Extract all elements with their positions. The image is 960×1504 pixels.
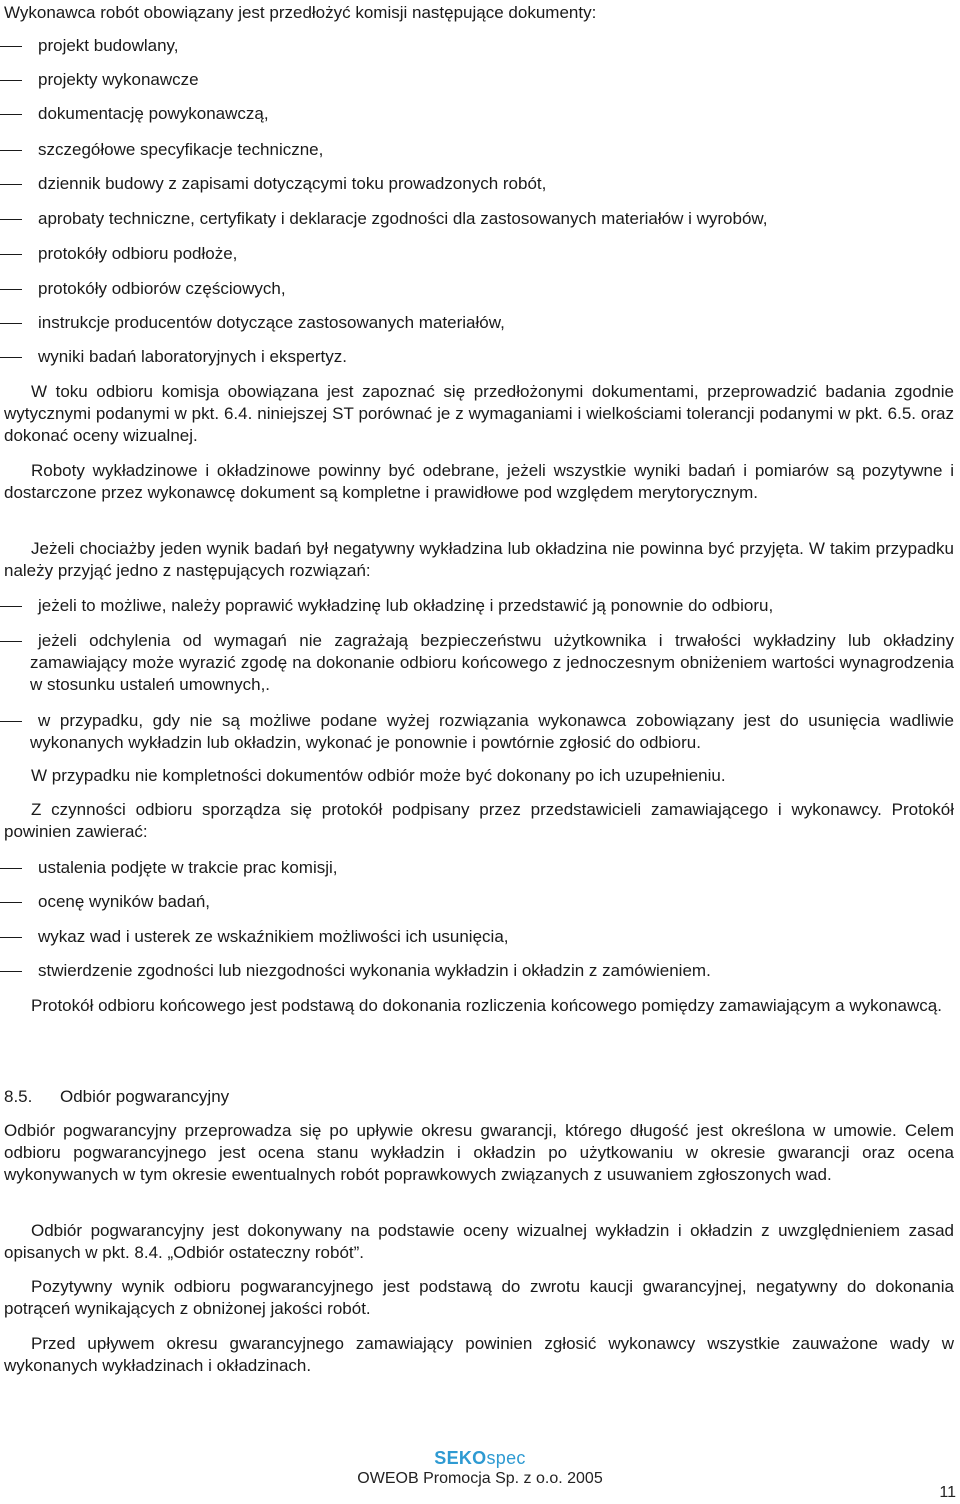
- section-title: Odbiór pogwarancyjny: [60, 1087, 230, 1106]
- list-item: jeżeli odchylenia od wymagań nie zagrażają bezpieczeństwu użytkownika i trwałości wykładziny lub okładziny zamawiający może wyrazić zgodę na dokonanie odbioru końcowego z jednoczesnym obniżeniem wartości wynagrodzenia w stosunku ustaleń umownych,.: [0, 630, 954, 696]
- paragraph-commission: W toku odbioru komisja obowiązana jest zapoznać się przedłożonymi dokumentami, przeprowadzić badania zgodnie wytycznymi podanymi w pkt. 6.4. niniejszej ST porównać je z wymaganiami i wielkościami tolerancji podanymi w pkt. 6.5. oraz dokonać oceny wizualnej.: [4, 382, 954, 445]
- dash-bullet: [0, 80, 22, 81]
- paragraph-warranty-4: Przed upływem okresu gwarancyjnego zamawiający powinien zgłosić wykonawcy wszystkie zauważone wady w wykonanych wykładzinach i okładzinach.: [4, 1334, 954, 1375]
- dash-bullet: [0, 46, 22, 47]
- paragraph-warranty-3: Pozytywny wynik odbioru pogwarancyjnego jest podstawą do zwrotu kaucji gwarancyjnej, negatywny do dokonania potrąceń wynikających z obniżonej jakości robót.: [4, 1277, 954, 1318]
- paragraph-accepted: Roboty wykładzinowe i okładzinowe powinny być odebrane, jeżeli wszystkie wyniki badań i pomiarów są pozytywne i dostarczone przez wykonawcę dokument są kompletne i prawidłowe pod względem merytorycznym.: [4, 461, 954, 502]
- paragraph-settlement: Protokół odbioru końcowego jest podstawą do dokonania rozliczenia końcowego pomiędzy zamawiającym a wykonawcą.: [31, 996, 942, 1015]
- dash-bullet: [0, 184, 22, 185]
- paragraph-negative: Jeżeli chociażby jeden wynik badań był negatywny wykładzina lub okładzina nie powinna być przyjęta. W takim przypadku należy przyjąć jedno z następujących rozwiązań:: [4, 539, 954, 580]
- intro-text: Wykonawca robót obowiązany jest przedłożyć komisji następujące dokumenty:: [4, 3, 597, 22]
- paragraph-protocol: Z czynności odbioru sporządza się protokół podpisany przez przedstawicieli zamawiającego i wykonawcy. Protokół powinien zawierać:: [4, 800, 954, 841]
- list-item: w przypadku, gdy nie są możliwe podane wyżej rozwiązania wykonawca zobowiązany jest do usunięcia wadliwie wykonanych wykładzin lub okładzin, wykonać je ponownie i powtórnie zgłosić do odbioru.: [0, 710, 954, 754]
- dash-bullet: [0, 937, 22, 938]
- dash-bullet: [0, 721, 22, 722]
- dash-bullet: [0, 114, 22, 115]
- dash-bullet: [0, 971, 22, 972]
- dash-bullet: [0, 641, 22, 642]
- dash-bullet: [0, 357, 22, 358]
- dash-bullet: [0, 150, 22, 151]
- dash-bullet: [0, 902, 22, 903]
- dash-bullet: [0, 868, 22, 869]
- list-item: jeżeli to możliwe, należy poprawić wykładzinę lub okładzinę i przedstawić ją ponownie do odbioru,: [0, 595, 954, 617]
- footer-company: OWEOB Promocja Sp. z o.o. 2005: [357, 1470, 603, 1487]
- paragraph-warranty-2: Odbiór pogwarancyjny jest dokonywany na podstawie oceny wizualnej wykładzin i okładzin z uwzględnieniem zasad opisanych w pkt. 8.4. „Odbiór ostateczny robót”.: [4, 1221, 954, 1262]
- section-number: 8.5.: [4, 1087, 33, 1106]
- dash-bullet: [0, 606, 22, 607]
- paragraph-warranty-1: Odbiór pogwarancyjny przeprowadza się po upływie okresu gwarancji, którego długość jest określona w umowie. Celem odbioru pogwarancyjnego jest ocena stanu wykładzin i okładzin po użytkowaniu w okresie gwarancji oraz ocena wykonywanych w tym okresie ewentualnych robót poprawkowych związanych z usuwaniem zgłoszonych wad.: [4, 1121, 954, 1184]
- document-page: Wykonawca robót obowiązany jest przedłożyć komisji następujące dokumenty: projekt budowlany, projekty wykonawcze dokumentację powykonawczą, szczegółowe specyfikacje techniczne, dziennik budowy z zapisami dotyczącymi toku prowadzonych robót, aprobaty techniczne, certyfikaty i deklaracje zgodności dla zastosowanych materiałów i wyrobów, protokóły odbioru podłoże, protokóły odbiorów częściowych, instrukcje producentów dotyczące zastosowanych materiałów, wyniki badań laboratoryjnych i ekspertyz. W toku odbioru komisja obowiązana jest zapoznać się przedłożonymi dokumentami, przeprowadzić badania zgodnie wytycznymi podanymi w pkt. 6.4. niniejszej ST porównać je z wymaganiami i wielkościami tolerancji podanymi w pkt. 6.5. oraz dokonać oceny wizualnej. Roboty wykładzinowe i okładzinowe powinny być odebrane, jeżeli wszystkie wyniki badań i pomiarów są pozytywne i dostarczone przez wykonawcę dokument są kompletne i prawidłowe pod względem merytorycznym. Jeżeli chociażby jeden wynik badań był negatywny wykładzina lub okładzina nie powinna być przyjęta. W takim przypadku należy przyjąć jedno z następujących rozwiązań: jeżeli to możliwe, należy poprawić wykładzinę lub okładzinę i przedstawić ją ponownie do odbioru, jeżeli odchylenia od wymagań nie zagrażają bezpieczeństwu użytkownika i trwałości wykładziny lub okładziny zamawiający może wyrazić zgodę na dokonanie odbioru końcowego z jednoczesnym obniżeniem wartości wynagrodzenia w stosunku ustaleń umownych,. w przypadku, gdy nie są możliwe podane wyżej rozwiązania wykonawca zobowiązany jest do usunięcia wadliwie wykonanych wykładzin lub okładzin, wykonać je ponownie i powtórnie zgłosić do odbioru. W przypadku nie kompletności dokumentów odbiór może być dokonany po ich uzupełnieniu. Z czynności odbioru sporządza się protokół podpisany przez przedstawicieli zamawiającego i wykonawcy. Protokół powinien zawierać: ustalenia podjęte w trakcie prac komisji, ocenę wyników badań, wykaz wad i usterek ze wskaźnikiem możliwości ich usunięcia, stwierdzenie zgodności lub niezgodności wykonania wykładzin i okładzin z zamówieniem. Protokół odbioru końcowego jest podstawą do dokonania rozliczenia końcowego pomiędzy zamawiającym a wykonawcą. 8.5. Odbiór pogwarancyjny Odbiór pogwarancyjny przeprowadza się po upływie okresu gwarancji, którego długość jest określona w umowie. Celem odbioru pogwarancyjnego jest ocena stanu wykładzin i okładzin po użytkowaniu w okresie gwarancji oraz ocena wykonywanych w tym okresie ewentualnych robót poprawkowych związanych z usuwaniem zgłoszonych wad. Odbiór pogwarancyjny jest dokonywany na podstawie oceny wizualnej wykładzin i okładzin z uwzględnieniem zasad opisanych w pkt. 8.4. „Odbiór ostateczny robót”. Pozytywny wynik odbioru pogwarancyjnego jest podstawą do zwrotu kaucji gwarancyjnej, negatywny do dokonania potrąceń wynikających z obniżonej jakości robót. Przed upływem okresu gwarancyjnego zamawiający powinien zgłosić wykonawcy wszystkie zauważone wady w wykonanych wykładzinach i okładzinach. SEKOspec OWEOB Promocja Sp. z o.o. 2005 11: [0, 0, 960, 1504]
- section-heading: [4, 1086, 229, 1108]
- brand-logo: SEKOspec: [434, 1448, 526, 1468]
- dash-bullet: [0, 323, 22, 324]
- page-number: 11: [939, 1484, 956, 1501]
- paragraph-incomplete: W przypadku nie kompletności dokumentów odbiór może być dokonany po ich uzupełnieniu.: [31, 766, 726, 785]
- dash-bullet: [0, 289, 22, 290]
- dash-bullet: [0, 254, 22, 255]
- dash-bullet: [0, 219, 22, 220]
